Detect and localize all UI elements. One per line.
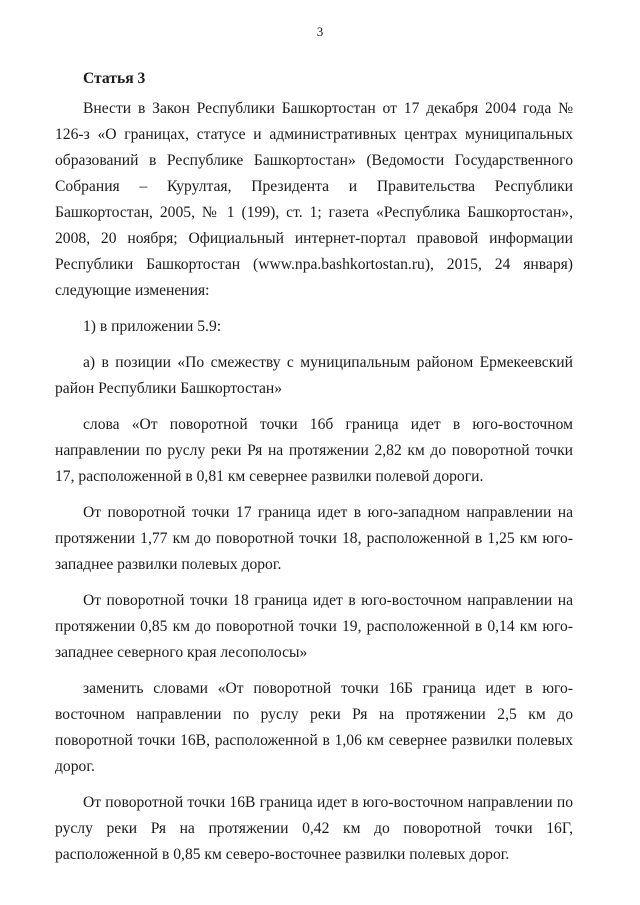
paragraph-new-text-1: заменить словами «От поворотной точки 16Б граница идет в юго-восточном направлении по руслу реки Ря на протяжении 2,5 км до поворотной точки 16В, расположенной в 1,06 км севернее развилки полевых дорог. xyxy=(55,680,573,775)
paragraph-item-1: 1) в приложении 5.9: xyxy=(83,318,222,335)
paragraph-old-text-2: От поворотной точки 17 граница идет в юго-западном направлении на протяжении 1,77 км до поворотной точки 18, расположенной в 1,25 км юго-западнее развилки полевых дорог. xyxy=(55,504,573,573)
paragraph-item-a: а) в позиции «По смежеству с муниципальным районом Ермекеевский район Республики Башкортостан» xyxy=(55,354,573,397)
paragraph-new-text-2: От поворотной точки 16В граница идет в юго-восточном направлении по руслу реки Ря на протяжении 0,42 км до поворотной точки 16Г, расположенной в 0,85 км северо-восточнее развилки полевых дорог. xyxy=(55,794,573,863)
paragraph-intro: Внести в Закон Республики Башкортостан от 17 декабря 2004 года № 126-з «О границах, статусе и административных центрах муниципальных образований в Республике Башкортостан» (Ведомости Государственного Собрания – Курултая, Президента и Правительства Республики Башкортостан, 2005, № 1 (199), ст. 1; газета «Республика Башкортостан», 2008, 20 ноября; Официальный интернет-портал правовой информации Республики Башкортостан (www.npa.bashkortostan.ru), 2015, 24 января) следующие изменения: xyxy=(55,100,573,299)
paragraph-old-text-3: От поворотной точки 18 граница идет в юго-восточном направлении на протяжении 0,85 км до поворотной точки 19, расположенной в 0,14 км юго-западнее северного края лесополосы» xyxy=(55,592,573,661)
article-title: Статья 3 xyxy=(83,70,146,87)
paragraph-old-text-1: слова «От поворотной точки 16б граница идет в юго-восточном направлении по руслу реки Ря на протяжении 2,82 км до поворотной точки 17, расположенной в 0,81 км севернее развилки полевой дороги. xyxy=(55,416,573,485)
document-body xyxy=(55,66,573,868)
page-number: 3 xyxy=(316,24,324,39)
